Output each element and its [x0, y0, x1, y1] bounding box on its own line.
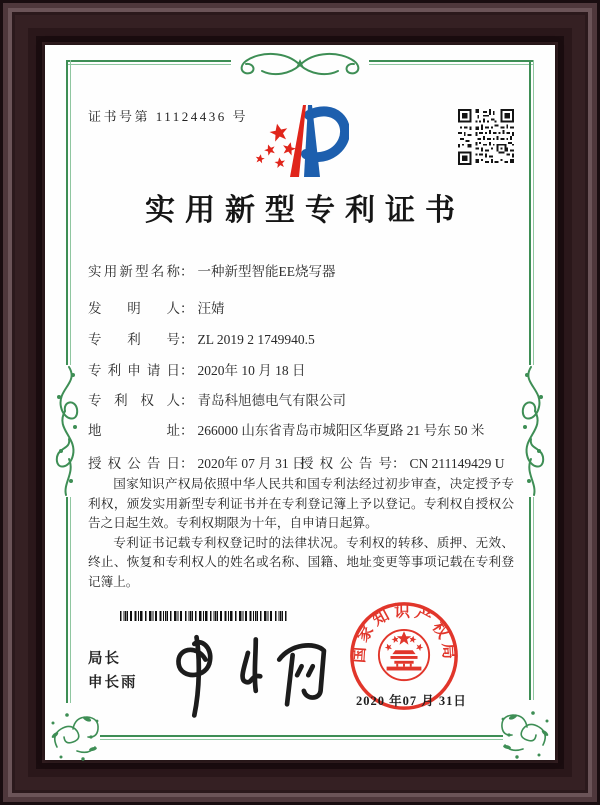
field-value: ZL 2019 2 1749940.5	[197, 332, 315, 347]
floral-corner-bottom-left-ornament	[47, 707, 103, 763]
field-value: 青岛科旭德电气有限公司	[197, 393, 346, 408]
certificate-title: 实用新型专利证书	[145, 194, 465, 227]
field-row-address	[88, 419, 518, 439]
field-row-inventor	[88, 297, 518, 317]
officer-name: 申长雨	[88, 675, 138, 691]
field-colon: ：	[180, 456, 194, 471]
certificate-number: 证书号第 11124436 号	[88, 109, 249, 124]
field-value: 2020年 07 月 31 日	[197, 456, 306, 471]
field-row-grant	[88, 452, 518, 472]
scroll-right-ornament	[517, 363, 551, 499]
seal-ring-text: 国家知识产权局	[350, 603, 458, 664]
seal-date: 2020 年07 月 31日	[356, 694, 467, 708]
flourish-top-ornament	[232, 47, 368, 81]
field-label: 地址	[88, 423, 180, 438]
legal-text-block	[88, 475, 514, 593]
scroll-left-ornament	[49, 363, 83, 499]
qr-code	[458, 109, 514, 170]
field-colon: ：	[180, 363, 194, 378]
field-colon: ：	[392, 456, 406, 471]
field-label: 专利申请日	[88, 363, 180, 378]
field-label: 授权公告日	[88, 456, 180, 471]
field-label: 实用新型名称	[88, 264, 180, 279]
signature-icon	[163, 628, 353, 733]
field-value: 266000 山东省青岛市城阳区华夏路 21 号东 50 米	[197, 423, 485, 438]
border-line-left-lower	[66, 497, 71, 703]
legal-paragraph-2: 专利证书记载专利权登记时的法律状况。专利权的转移、质押、无效、终止、恢复和专利权人的姓名或名称、国籍、地址变更等事项记载在专利登记簿上。	[88, 535, 514, 589]
field-row-filing-date	[88, 359, 518, 379]
legal-paragraph-1: 国家知识产权局依照中华人民共和国专利法经过初步审查，决定授予专利权，颁发实用新型专利证书并在专利登记簿上予以登记。专利权自授权公告之日起生效。专利权期限为十年，自申请日起算。	[88, 477, 514, 531]
officer-title: 局长	[88, 651, 121, 667]
barcode	[120, 611, 288, 621]
field-colon: ：	[180, 264, 194, 279]
border-line-right-lower	[529, 497, 534, 700]
floral-corner-bottom-right-ornament	[497, 705, 553, 761]
field-colon: ：	[180, 423, 194, 438]
field-value: 一种新型智能EE烧写器	[197, 264, 336, 279]
field-value: 汪婧	[197, 301, 225, 316]
field-value: CN 211149429 U	[409, 456, 505, 471]
field-label: 发明人	[88, 301, 180, 316]
field-label: 专利权人	[88, 393, 180, 408]
field-row-patentee	[88, 389, 518, 409]
field-colon: ：	[180, 332, 194, 347]
cnipa-logo-icon	[249, 93, 349, 190]
certificate-page	[45, 45, 555, 760]
field-label: 授权公告号	[300, 456, 392, 471]
field-label: 专利号	[88, 332, 180, 347]
border-line-top-right	[369, 60, 534, 65]
field-row-patent-number	[88, 328, 518, 348]
field-colon: ：	[180, 301, 194, 316]
national-emblem-icon	[384, 631, 425, 670]
field-colon: ：	[180, 393, 194, 408]
border-line-bottom	[100, 735, 503, 740]
field-value: 2020年 10 月 18 日	[197, 363, 306, 378]
field-row-name	[88, 260, 518, 280]
border-line-top-left	[66, 60, 231, 65]
